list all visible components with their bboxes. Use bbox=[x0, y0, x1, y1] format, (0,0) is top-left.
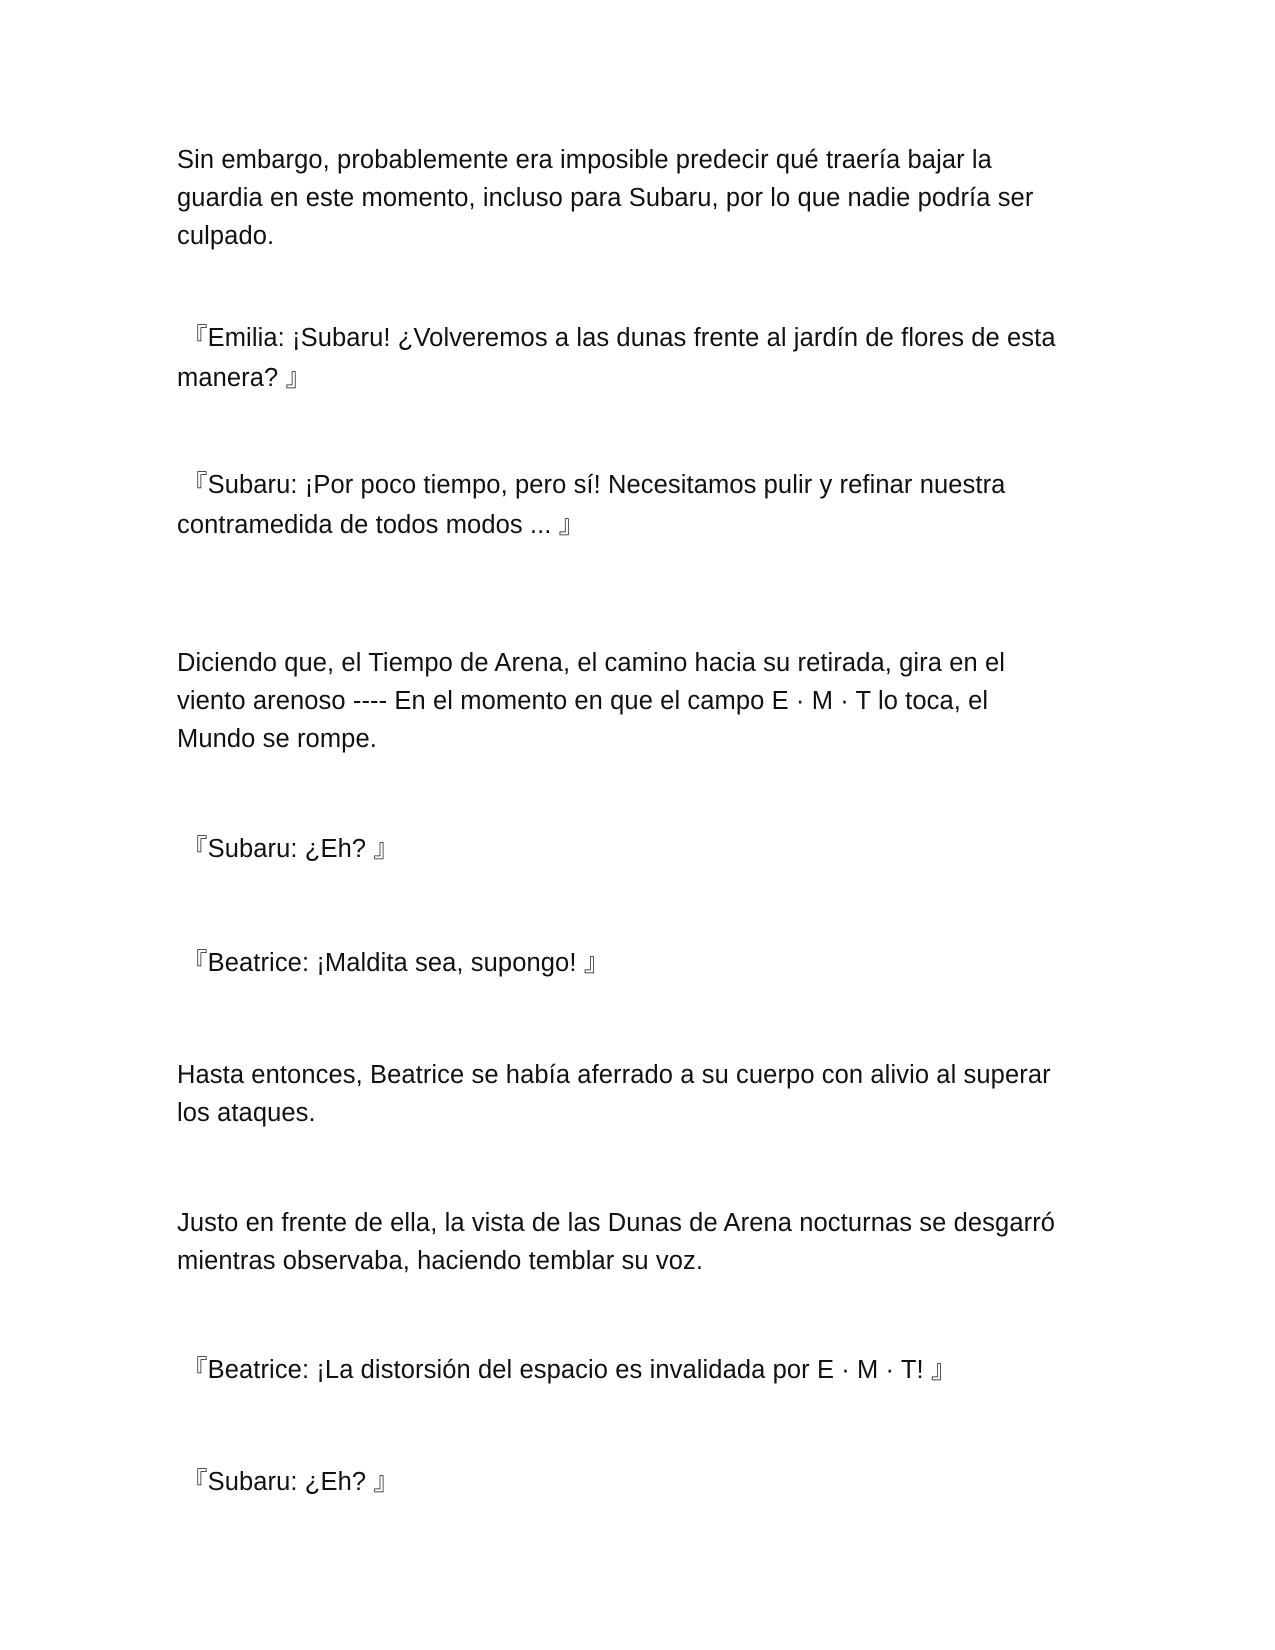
text-line: los ataques. bbox=[177, 1099, 316, 1127]
dialogue-emilia bbox=[177, 318, 1097, 398]
text-line: Justo en frente de ella, la vista de las Dunas de Arena nocturnas se desgarró bbox=[177, 1209, 1056, 1237]
text-line: 『Subaru: ¿Eh? 』 bbox=[182, 835, 399, 863]
text-line: 『Beatrice: ¡Maldita sea, supongo! 』 bbox=[182, 949, 610, 977]
text-line: viento arenoso ---- En el momento en que el campo E · M · T lo toca, el bbox=[177, 687, 989, 715]
text-line: guardia en este momento, incluso para Subaru, por lo que nadie podría ser bbox=[177, 184, 1034, 212]
narration-paragraph bbox=[177, 644, 1097, 758]
narration-paragraph bbox=[177, 1204, 1097, 1280]
dialogue-subaru bbox=[182, 829, 1097, 869]
text-line: contramedida de todos modos ... 』 bbox=[177, 511, 585, 539]
text-line: Sin embargo, probablemente era imposible predecir qué traería bajar la bbox=[177, 146, 992, 174]
dialogue-subaru bbox=[177, 465, 1097, 545]
text-line: 『Emilia: ¡Subaru! ¿Volveremos a las dunas frente al jardín de flores de esta bbox=[182, 324, 1056, 352]
dialogue-beatrice bbox=[182, 943, 1097, 983]
narration-paragraph bbox=[177, 1056, 1097, 1132]
text-line: Mundo se rompe. bbox=[177, 725, 377, 753]
text-line: 『Subaru: ¿Eh? 』 bbox=[182, 1468, 399, 1496]
dialogue-beatrice bbox=[182, 1350, 1097, 1390]
dialogue-subaru bbox=[182, 1462, 1097, 1502]
text-line: manera? 』 bbox=[177, 364, 312, 392]
text-line: culpado. bbox=[177, 222, 275, 250]
text-line: mientras observaba, haciendo temblar su voz. bbox=[177, 1247, 704, 1275]
text-line: 『Subaru: ¡Por poco tiempo, pero sí! Necesitamos pulir y refinar nuestra bbox=[182, 471, 1006, 499]
text-line: 『Beatrice: ¡La distorsión del espacio es invalidada por E · M · T! 』 bbox=[182, 1356, 957, 1384]
narration-paragraph bbox=[177, 141, 1097, 255]
text-line: Hasta entonces, Beatrice se había aferrado a su cuerpo con alivio al superar bbox=[177, 1061, 1051, 1089]
text-line: Diciendo que, el Tiempo de Arena, el camino hacia su retirada, gira en el bbox=[177, 649, 1006, 677]
